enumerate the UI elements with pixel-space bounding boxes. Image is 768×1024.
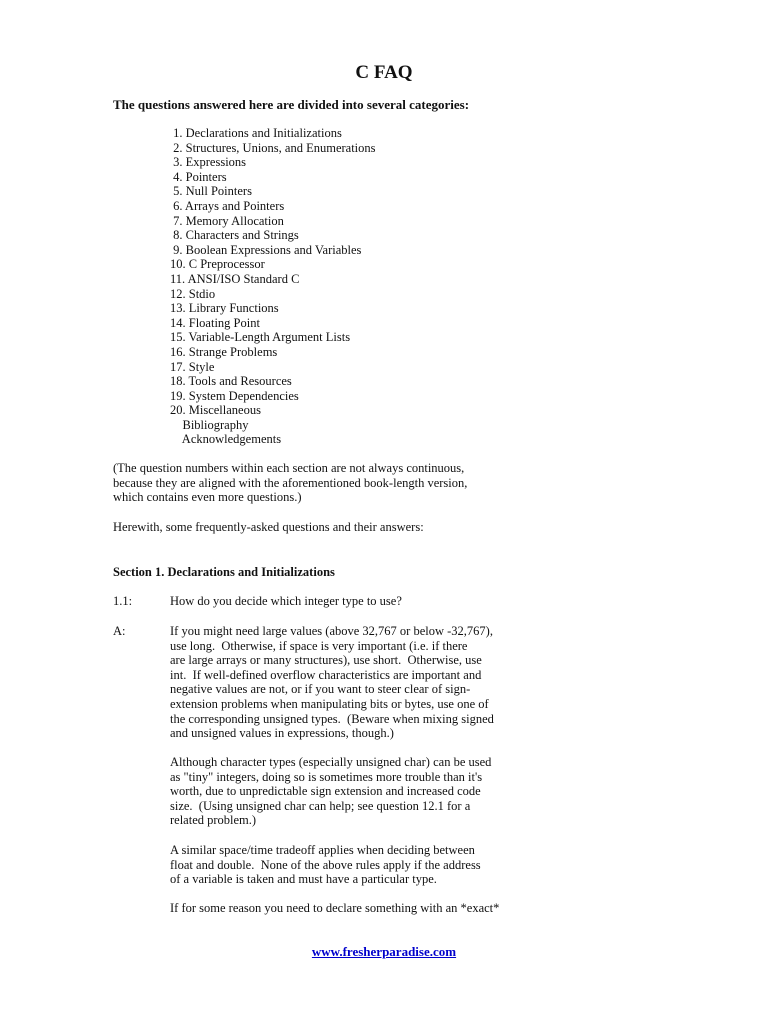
category-item: 18. Tools and Resources	[170, 374, 292, 389]
category-item: 10. C Preprocessor	[170, 257, 265, 272]
category-item: 20. Miscellaneous	[170, 403, 261, 418]
numbering-note: (The question numbers within each section are not always continuous, because they are aligned with the aforementioned book-length version, which contains even more questions.)	[113, 461, 468, 505]
answer-label: A:	[113, 624, 126, 638]
category-item: 15. Variable-Length Argument Lists	[170, 330, 351, 345]
category-item: 16. Strange Problems	[170, 344, 278, 359]
category-item: 11. ANSI/ISO Standard C	[170, 271, 300, 286]
category-item: 3. Expressions	[170, 155, 247, 170]
answer-paragraph-4: If for some reason you need to declare something with an *exact*	[170, 901, 500, 915]
category-item: 13. Library Functions	[170, 301, 279, 316]
category-item: 14. Floating Point	[170, 315, 260, 330]
question-label: 1.1:	[113, 594, 133, 608]
category-item: Bibliography	[170, 417, 249, 432]
herewith-text: Herewith, some frequently-asked questions and their answers:	[113, 520, 424, 534]
section-heading: Section 1. Declarations and Initializations	[113, 565, 335, 579]
intro-text: The questions answered here are divided into several categories:	[113, 97, 470, 112]
category-item: 12. Stdio	[170, 286, 216, 301]
category-item: 17. Style	[170, 359, 215, 374]
question-text: How do you decide which integer type to use?	[170, 594, 402, 608]
category-list	[170, 126, 376, 447]
category-item: 7. Memory Allocation	[170, 213, 284, 228]
category-item: 5. Null Pointers	[170, 184, 252, 199]
category-item: 9. Boolean Expressions and Variables	[170, 242, 362, 257]
answer-paragraph-3: A similar space/time tradeoff applies when deciding between float and double. None of the above rules apply if the address of a variable is taken and must have a particular type.	[170, 843, 481, 887]
category-item: 6. Arrays and Pointers	[170, 198, 285, 213]
category-item: Acknowledgements	[170, 432, 282, 447]
category-item: 19. System Dependencies	[170, 388, 299, 403]
answer-paragraph-2: Although character types (especially unsigned char) can be used as "tiny" integers, doing so is sometimes more trouble than it's worth, due to unpredictable sign extension and increased code size. (Using unsigned char can help; see question 12.1 for a related problem.)	[170, 755, 492, 828]
category-item: 2. Structures, Unions, and Enumerations	[170, 140, 376, 155]
category-item: 1. Declarations and Initializations	[170, 126, 342, 140]
category-item: 8. Characters and Strings	[170, 228, 299, 243]
page-title: C FAQ	[355, 62, 413, 83]
answer-paragraph-1: If you might need large values (above 32,767 or below -32,767), use long. Otherwise, if space is very important (i.e. if there are large arrays or many structures), use short. Otherwise, use int. If well-defined overflow characteristics are important and negative values are not, or if you want to steer clear of sign- extension problems when manipulating bits or bytes, use one of the corresponding unsigned types. (Beware when mixing signed and unsigned values in expressions, though.)	[170, 624, 494, 741]
category-item: 4. Pointers	[170, 169, 227, 184]
website-link[interactable]: www.fresherparadise.com	[311, 944, 457, 959]
